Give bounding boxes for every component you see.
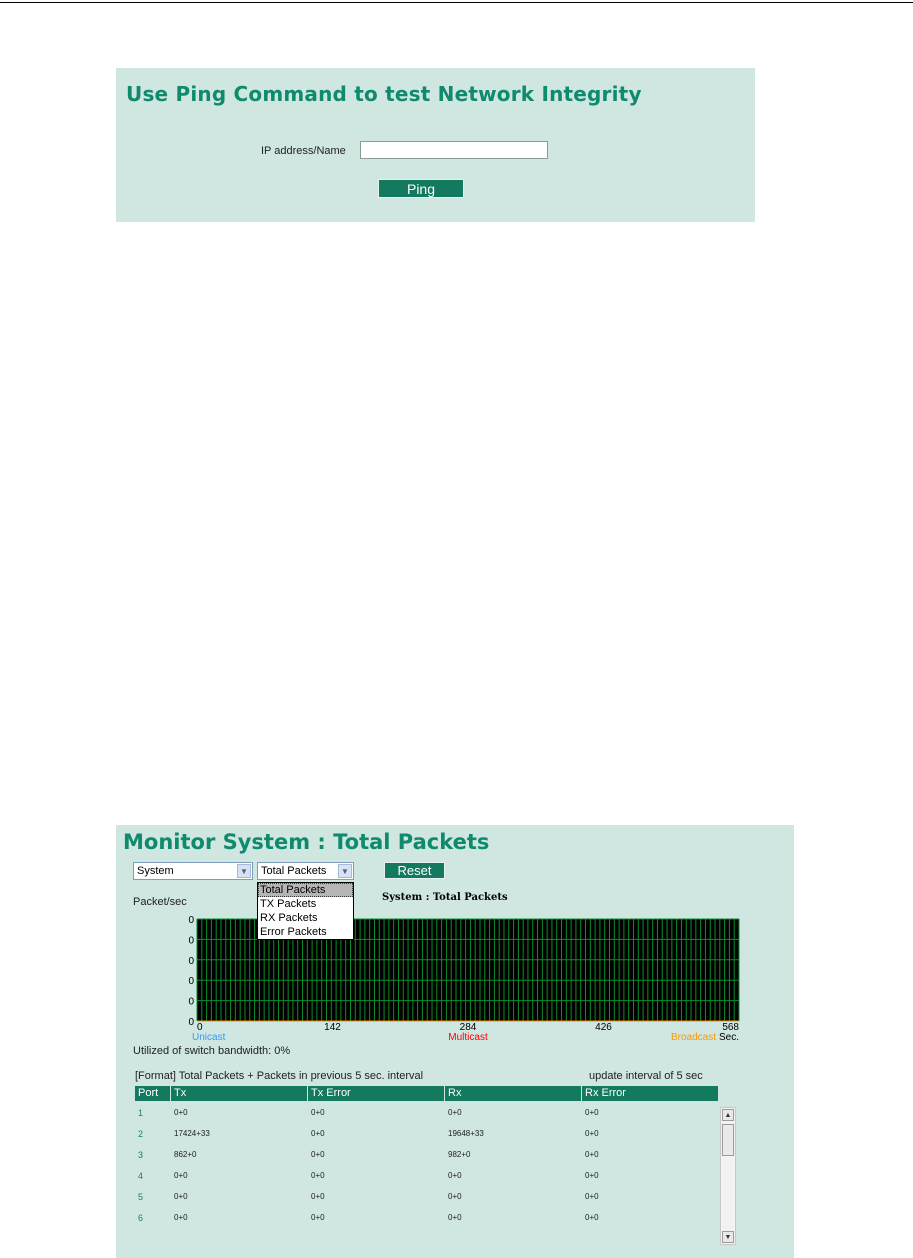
ip-address-input[interactable]	[360, 141, 548, 159]
x-tick-label: 284	[459, 1022, 477, 1033]
header-rx: Rx	[445, 1086, 582, 1101]
legend-unicast: Unicast	[192, 1032, 226, 1042]
type-option-total-packets[interactable]: Total Packets	[258, 883, 353, 897]
chevron-down-icon[interactable]: ▼	[338, 864, 352, 878]
cell-rx-error: 0+0	[585, 1150, 599, 1159]
x-tick-label: 142	[324, 1022, 341, 1033]
type-option-error-packets[interactable]: Error Packets	[260, 926, 327, 938]
ping-title: Use Ping Command to test Network Integrity	[126, 82, 642, 106]
cell-tx-error: 0+0	[311, 1150, 325, 1159]
ping-panel	[116, 68, 755, 222]
cell-port: 5	[138, 1191, 144, 1202]
x-unit-label: Sec.	[718, 1032, 739, 1042]
y-tick-label: 0	[188, 996, 194, 1008]
cell-rx-error: 0+0	[585, 1213, 599, 1222]
x-tick-label: 426	[595, 1022, 612, 1033]
monitor-title: Monitor System : Total Packets	[123, 830, 490, 854]
top-rule	[0, 2, 913, 3]
cell-rx-error: 0+0	[585, 1192, 599, 1201]
arrow-up-icon[interactable]: ▲	[722, 1109, 734, 1121]
cell-tx-error: 0+0	[311, 1192, 325, 1201]
legend-multicast: Multicast	[448, 1032, 488, 1042]
bandwidth-utilization: Utilized of switch bandwidth: 0%	[133, 1045, 291, 1057]
legend-broadcast: Broadcast	[670, 1032, 716, 1042]
y-tick-label: 0	[188, 915, 194, 926]
x-tick-label: 568	[722, 1022, 739, 1033]
cell-tx: 862+0	[174, 1150, 197, 1159]
table-row	[135, 1123, 718, 1144]
table-body	[135, 1102, 718, 1228]
format-note: [Format] Total Packets + Packets in previous 5 sec. interval	[135, 1070, 424, 1082]
chart-title: System : Total Packets	[382, 892, 508, 903]
monitor-panel	[116, 825, 794, 1258]
update-interval-note: update interval of 5 sec	[589, 1070, 703, 1082]
y-unit-label: Packet/sec	[133, 896, 187, 908]
cell-tx-error: 0+0	[311, 1213, 325, 1222]
y-tick-label: 0	[188, 976, 194, 988]
cell-tx-error: 0+0	[311, 1108, 325, 1117]
cell-port: 4	[138, 1170, 144, 1181]
cell-rx: 0+0	[448, 1108, 462, 1117]
y-tick-label: 0	[188, 955, 194, 967]
cell-rx: 0+0	[448, 1171, 462, 1180]
y-tick-label: 0	[188, 1017, 194, 1028]
chevron-down-icon[interactable]: ▼	[237, 864, 251, 878]
cell-rx-error: 0+0	[585, 1108, 599, 1117]
cell-rx-error: 0+0	[585, 1171, 599, 1180]
cell-rx-error: 0+0	[585, 1129, 599, 1138]
cell-tx: 0+0	[174, 1171, 188, 1180]
cell-rx: 19648+33	[448, 1129, 484, 1138]
table-row	[135, 1102, 718, 1123]
table-scrollbar[interactable]	[720, 1107, 736, 1245]
scrollbar-thumb[interactable]	[722, 1124, 734, 1156]
type-option-tx-packets[interactable]: TX Packets	[260, 898, 317, 910]
y-tick-label: 0	[188, 935, 194, 947]
type-option-rx-packets[interactable]: RX Packets	[260, 912, 318, 924]
cell-rx: 0+0	[448, 1192, 462, 1201]
cell-tx-error: 0+0	[311, 1129, 325, 1138]
ping-button[interactable]: Ping	[378, 179, 464, 198]
scope-select[interactable]	[133, 862, 253, 880]
x-tick-label: 0	[197, 1022, 203, 1033]
type-dropdown-list	[257, 882, 354, 940]
cell-port: 3	[138, 1149, 144, 1160]
header-port: Port	[135, 1086, 171, 1101]
ip-address-label: IP address/Name	[261, 145, 346, 157]
cell-port: 1	[138, 1107, 144, 1118]
cell-port: 2	[138, 1128, 144, 1139]
type-select[interactable]	[257, 862, 354, 880]
cell-tx: 0+0	[174, 1192, 188, 1201]
cell-tx-error: 0+0	[311, 1171, 325, 1180]
cell-rx: 0+0	[448, 1213, 462, 1222]
cell-tx: 0+0	[174, 1213, 188, 1222]
type-select-value: Total Packets	[261, 865, 327, 877]
cell-tx: 17424+33	[174, 1129, 210, 1138]
cell-port: 6	[138, 1212, 144, 1223]
table-row	[135, 1144, 718, 1165]
header-tx: Tx	[171, 1086, 308, 1101]
cell-rx: 982+0	[448, 1150, 471, 1159]
scope-select-value: System	[137, 865, 174, 877]
arrow-down-icon[interactable]: ▼	[722, 1231, 734, 1243]
table-header	[135, 1086, 718, 1101]
table-row	[135, 1165, 718, 1186]
table-row	[135, 1186, 718, 1207]
reset-button[interactable]: Reset	[384, 862, 445, 879]
table-row	[135, 1207, 718, 1228]
header-tx-error: Tx Error	[308, 1086, 445, 1101]
cell-tx: 0+0	[174, 1108, 188, 1117]
header-rx-error: Rx Error	[582, 1086, 718, 1101]
